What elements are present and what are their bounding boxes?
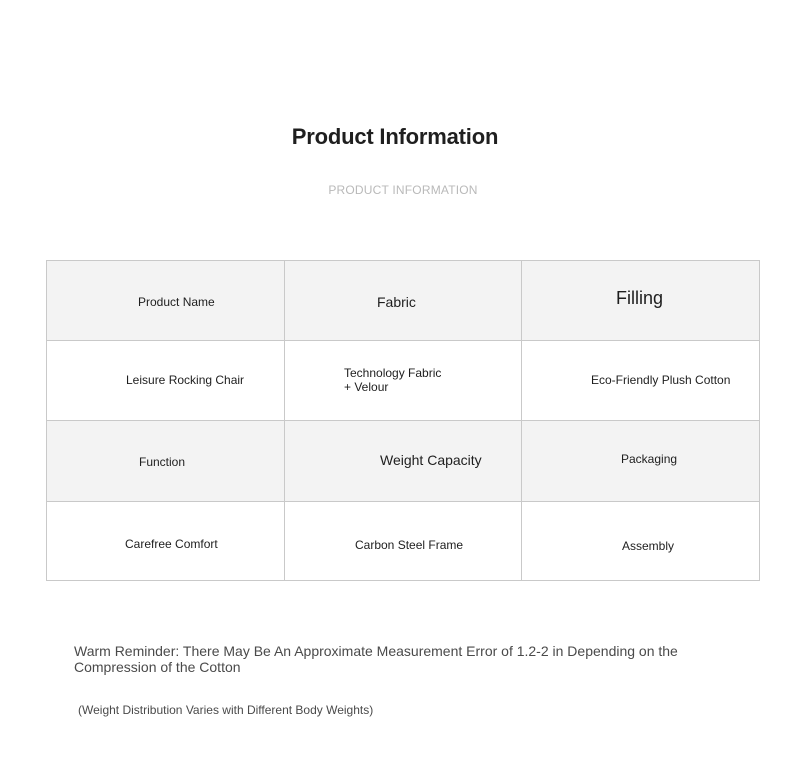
weight-distribution-note: (Weight Distribution Varies with Different Body Weights) <box>78 703 374 717</box>
value-fabric: Technology Fabric + Velour <box>344 366 442 394</box>
table-cell <box>47 261 285 340</box>
warm-reminder: Warm Reminder: There May Be An Approximate Measurement Error of 1.2-2 in Depending on the Compression of the Cotton <box>74 643 678 675</box>
value-filling: Eco-Friendly Plush Cotton <box>591 373 731 387</box>
value-function: Carefree Comfort <box>125 537 218 551</box>
table-cell <box>47 502 285 580</box>
label-weight-capacity: Weight Capacity <box>380 452 482 468</box>
table-cell <box>47 341 285 420</box>
product-spec-table <box>46 260 760 581</box>
table-cell <box>522 261 759 340</box>
page-subtitle: PRODUCT INFORMATION <box>328 183 478 197</box>
page-title: Product Information <box>291 124 499 149</box>
table-cell <box>285 421 522 501</box>
label-filling: Filling <box>616 288 664 308</box>
table-cell <box>285 261 522 340</box>
table-cell <box>285 502 522 580</box>
table-cell <box>522 421 759 501</box>
table-cell <box>285 341 522 420</box>
table-cell <box>522 502 759 580</box>
table-cell <box>522 341 759 420</box>
table-cell <box>47 421 285 501</box>
value-product-name: Leisure Rocking Chair <box>126 373 245 387</box>
value-weight-capacity: Carbon Steel Frame <box>355 538 464 552</box>
label-function: Function <box>139 455 186 469</box>
table-row-values-2 <box>47 502 759 580</box>
label-fabric: Fabric <box>377 294 416 310</box>
label-product-name: Product Name <box>138 295 215 309</box>
table-row-values-1 <box>47 341 759 421</box>
value-packaging: Assembly <box>622 539 675 553</box>
table-row-header-2 <box>47 421 759 502</box>
label-packaging: Packaging <box>621 452 678 466</box>
table-row-header-1 <box>47 261 759 341</box>
